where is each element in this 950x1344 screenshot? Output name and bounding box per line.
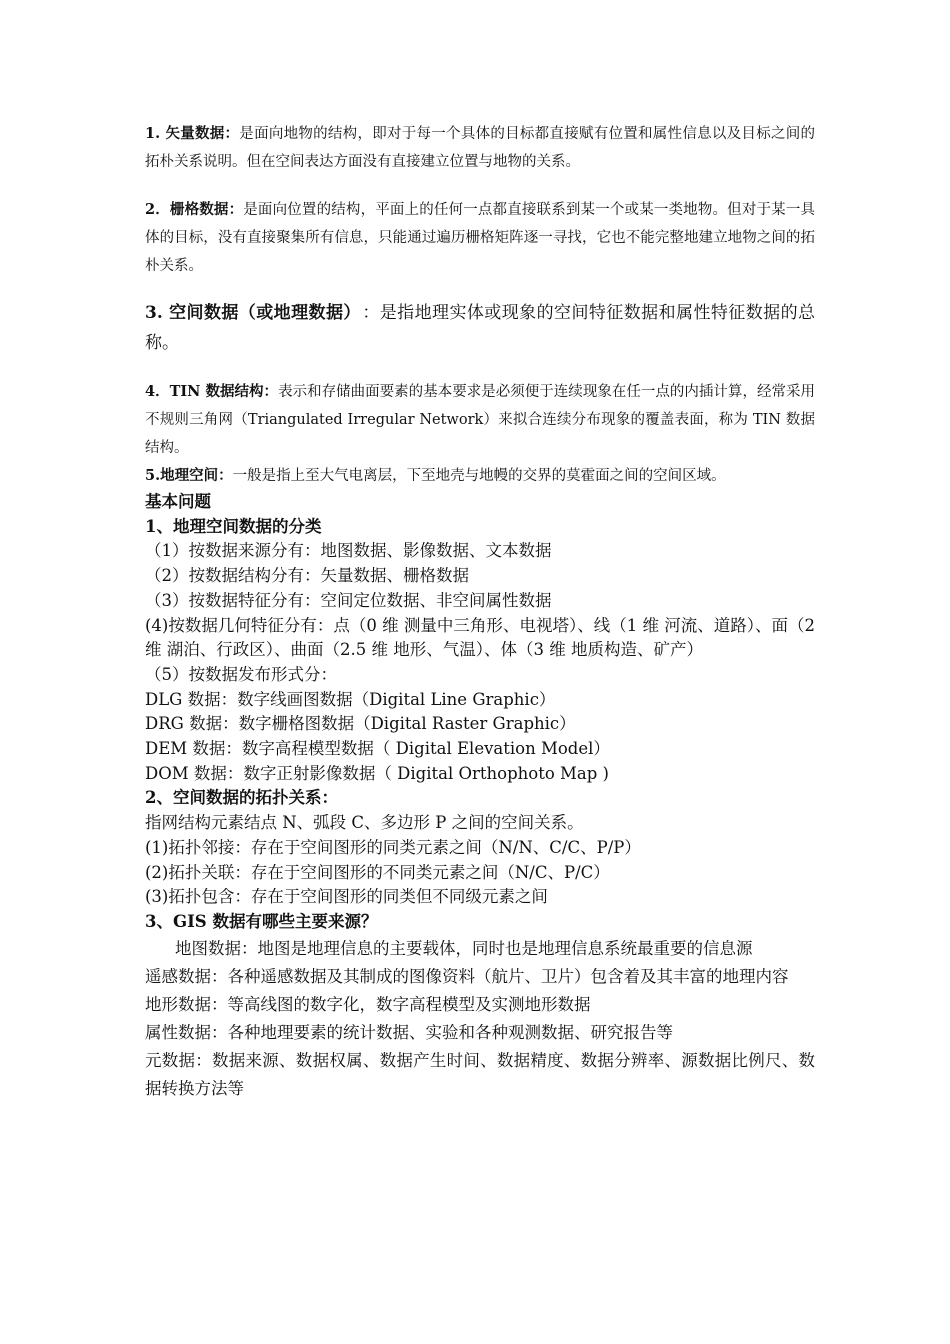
q2-title: 2、空间数据的拓扑关系： <box>145 788 338 808</box>
term-geo-space: 5.地理空间： <box>145 467 233 484</box>
section-title: 基本问题 <box>145 492 211 511</box>
definition-text: 表示和存储曲面要素的基本要求是必须便于连续现象在任一点的内插计算，经常采用不规则三角网（Triangulated Irregular Network）来拟合连续分布现象的覆盖表面，称为 TIN 数据结构。 <box>145 384 815 456</box>
definition-text: ：是指地理实体或现象的空间特征数据和属性特征数据的总称。 <box>145 303 816 353</box>
q1-line: (4)按数据几何特征分有：点（0 维 测量中三角形、电视塔）、线（1 维 河流、道路）、面（2 维 湖泊、行政区）、曲面（2.5 维 地形、气温）、体（3 维 地质构造、矿产） <box>145 615 815 660</box>
definition-text: 是面向位置的结构，平面上的任何一点都直接联系到某一个或某一类地物。但对于某一具体的目标，没有直接聚集所有信息，只能通过遍历栅格矩阵逐一寻找，它也不能完整地建立地物之间的拓朴关系。 <box>145 202 816 274</box>
definition-tin <box>145 378 815 462</box>
term-vector-data: 1. 矢量数据： <box>145 125 240 142</box>
q3-title: 3、GIS 数据有哪些主要来源？ <box>145 911 378 931</box>
q1-line: DLG 数据：数字线画图数据（Digital Line Graphic） <box>145 689 556 709</box>
term-raster-data: 2．栅格数据： <box>145 201 244 218</box>
q1-title: 1、地理空间数据的分类 <box>145 516 322 536</box>
q3-line: 元数据：数据来源、数据权属、数据产生时间、数据精度、数据分辨率、源数据比例尺、数据转换方法等 <box>145 1050 815 1098</box>
q3-line: 地形数据：等高线图的数字化，数字高程模型及实测地形数据 <box>145 994 591 1014</box>
q1-line: DRG 数据：数字栅格图数据（Digital Raster Graphic） <box>145 714 576 734</box>
q3-first-line: 地图数据：地图是地理信息的主要载体，同时也是地理信息系统最重要的信息源 <box>175 938 753 958</box>
definition-vector-data <box>145 120 815 176</box>
q3-line: 属性数据：各种地理要素的统计数据、实验和各种观测数据、研究报告等 <box>145 1022 673 1042</box>
q1-line: （5）按数据发布形式分： <box>145 664 337 684</box>
q2-line: 指网结构元素结点 N、弧段 C、多边形 P 之间的空间关系。 <box>145 813 584 833</box>
q1-line: （2）按数据结构分有：矢量数据、栅格数据 <box>145 566 469 586</box>
definition-text: 一般是指上至大气电离层，下至地壳与地幔的交界的莫霍面之间的空间区域。 <box>232 468 726 484</box>
q3-line: 遥感数据：各种遥感数据及其制成的图像资料（航片、卫片）包含着及其丰富的地理内容 <box>145 966 789 986</box>
q2-line: (1)拓扑邻接：存在于空间图形的同类元素之间（N/N、C/C、P/P） <box>145 837 641 857</box>
term-spatial-data: 3. 空间数据（或地理数据） <box>145 303 353 323</box>
q1-line: DOM 数据：数字正射影像数据（ Digital Orthophoto Map ) <box>145 763 609 783</box>
definition-raster-data <box>145 196 815 280</box>
document-page <box>145 120 815 1103</box>
q2-line: (2)拓扑关联：存在于空间图形的不同类元素之间（N/C、P/C） <box>145 862 610 882</box>
q1-line: （1）按数据来源分有：地图数据、影像数据、文本数据 <box>145 541 552 561</box>
definition-geo-space <box>145 462 815 490</box>
q1-line: （3）按数据特征分有：空间定位数据、非空间属性数据 <box>145 590 552 610</box>
definition-text: 是面向地物的结构，即对于每一个具体的目标都直接赋有位置和属性信息以及目标之间的拓朴关系说明。但在空间表达方面没有直接建立位置与地物的关系。 <box>145 126 815 170</box>
q2-line: (3)拓扑包含：存在于空间图形的同类但不同级元素之间 <box>145 887 548 907</box>
term-tin: 4．TIN 数据结构： <box>145 383 279 400</box>
definition-spatial-data <box>145 298 815 358</box>
q1-line: DEM 数据：数字高程模型数据（ Digital Elevation Model） <box>145 739 610 759</box>
